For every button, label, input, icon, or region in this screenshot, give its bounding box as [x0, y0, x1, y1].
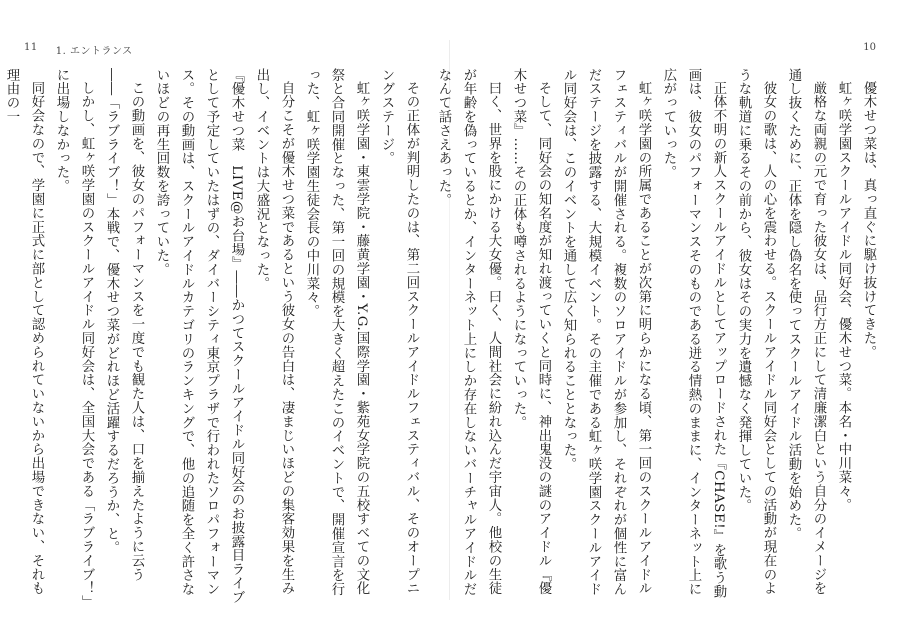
paragraph: そして、同好会の知名度が知れ渡っていくと同時に、神出鬼没の謎のアイドル『優木せつ菜』……その正体も噂されるようになっていった。 [511, 68, 551, 596]
paragraph: 彼女の歌は、人の心を震わせる。スクールアイドル同好会としての活動が現在のような軌道に乗るその前から、彼女はその実力を遺憾なく発揮していた。 [736, 68, 776, 596]
page-number-right: 10 [863, 42, 876, 53]
paragraph: 虹ヶ咲学園・東雲学院・藤黄学園・Y.G.国際学園・紫苑女学院の五校すべての文化祭と合同開催となった、第一回の規模を大きく超えたこのイベントで、開催宣言を行った、虹ヶ咲学園生徒会長の中川菜々。 [304, 68, 369, 597]
right-body-text [436, 68, 881, 608]
left-body-text [4, 68, 424, 608]
paragraph: 優木せつ菜は、真っ直ぐに駆け抜けてきた。 [861, 81, 876, 360]
paragraph: 正体不明の新人スクールアイドルとしてアップロードされた『CHASE!』を歌う動画は、彼女のパフォーマンスそのものである迸る情熱のままに、インターネット上に広がっていった。 [661, 68, 726, 600]
paragraph: 虹ヶ咲学園の所属であることが次第に明らかになる頃、第一回のスクールアイドルフェスティバルが開催される。複数のソロアイドルが参加し、それぞれが個性に富んだステージを披露する、大規模イベント。その主催である虹ヶ咲学園スクールアイドル同好会は、このイベントを通して広く知られることとなった。 [561, 68, 651, 597]
running-header [24, 42, 133, 57]
paragraph: 自分こそが優木せつ菜であるという彼女の告白は、凄まじいほどの集客効果を生み出し、イベントは大盛況となった。 [254, 68, 294, 596]
paragraph: その正体が判明したのは、第二回スクールアイドルフェスティバル、そのオープニングステージ。 [379, 68, 419, 596]
right-page [436, 0, 900, 634]
page-number-left: 11 [24, 42, 38, 53]
paragraph: しかし、虹ヶ咲学園のスクールアイドル同好会は、全国大会である「ラブライブ！」に出場しなかった。 [54, 68, 94, 603]
chapter-title: 1. エントランス [55, 46, 133, 57]
paragraph: 虹ヶ咲学園スクールアイドル同好会、優木せつ菜。本名・中川菜々。 [836, 81, 851, 513]
paragraph: 『優木せつ菜 LIVE@お台場』――かつてスクールアイドル同好会のお披露目ライブとして予定していたはずの、ダイバーシティ東京プラザで行われたソロパフォーマンス。その動画は、スクールアイドルカテゴリのランキングで、他の追随を全く許さないほどの再生回数を誇っていた。 [154, 68, 244, 604]
paragraph: この動画を、彼女のパフォーマンスを一度でも観た人は、口を揃えたように云う――「ラブライブ！」本戦で、優木せつ菜がどれほど活躍するだろうか、と。 [104, 68, 144, 582]
paragraph: 同好会なので、学園に正式に部として認められていないから出場できない、それも理由の一 [4, 68, 44, 596]
paragraph: 曰く、世界を股にかける大女優。曰く、人間社会に紛れ込んだ宇宙人。他校の生徒が年齢を偽っているとか、インターネット上にしか存在しないバーチャルアイドルだなんて話さえあった。 [436, 68, 501, 597]
paragraph: 厳格な両親の元で育った彼女は、品行方正にして清廉潔白という自分のイメージを通し抜くために、正体を隠し偽名を使ってスクールアイドル活動を始めた。 [786, 68, 826, 596]
